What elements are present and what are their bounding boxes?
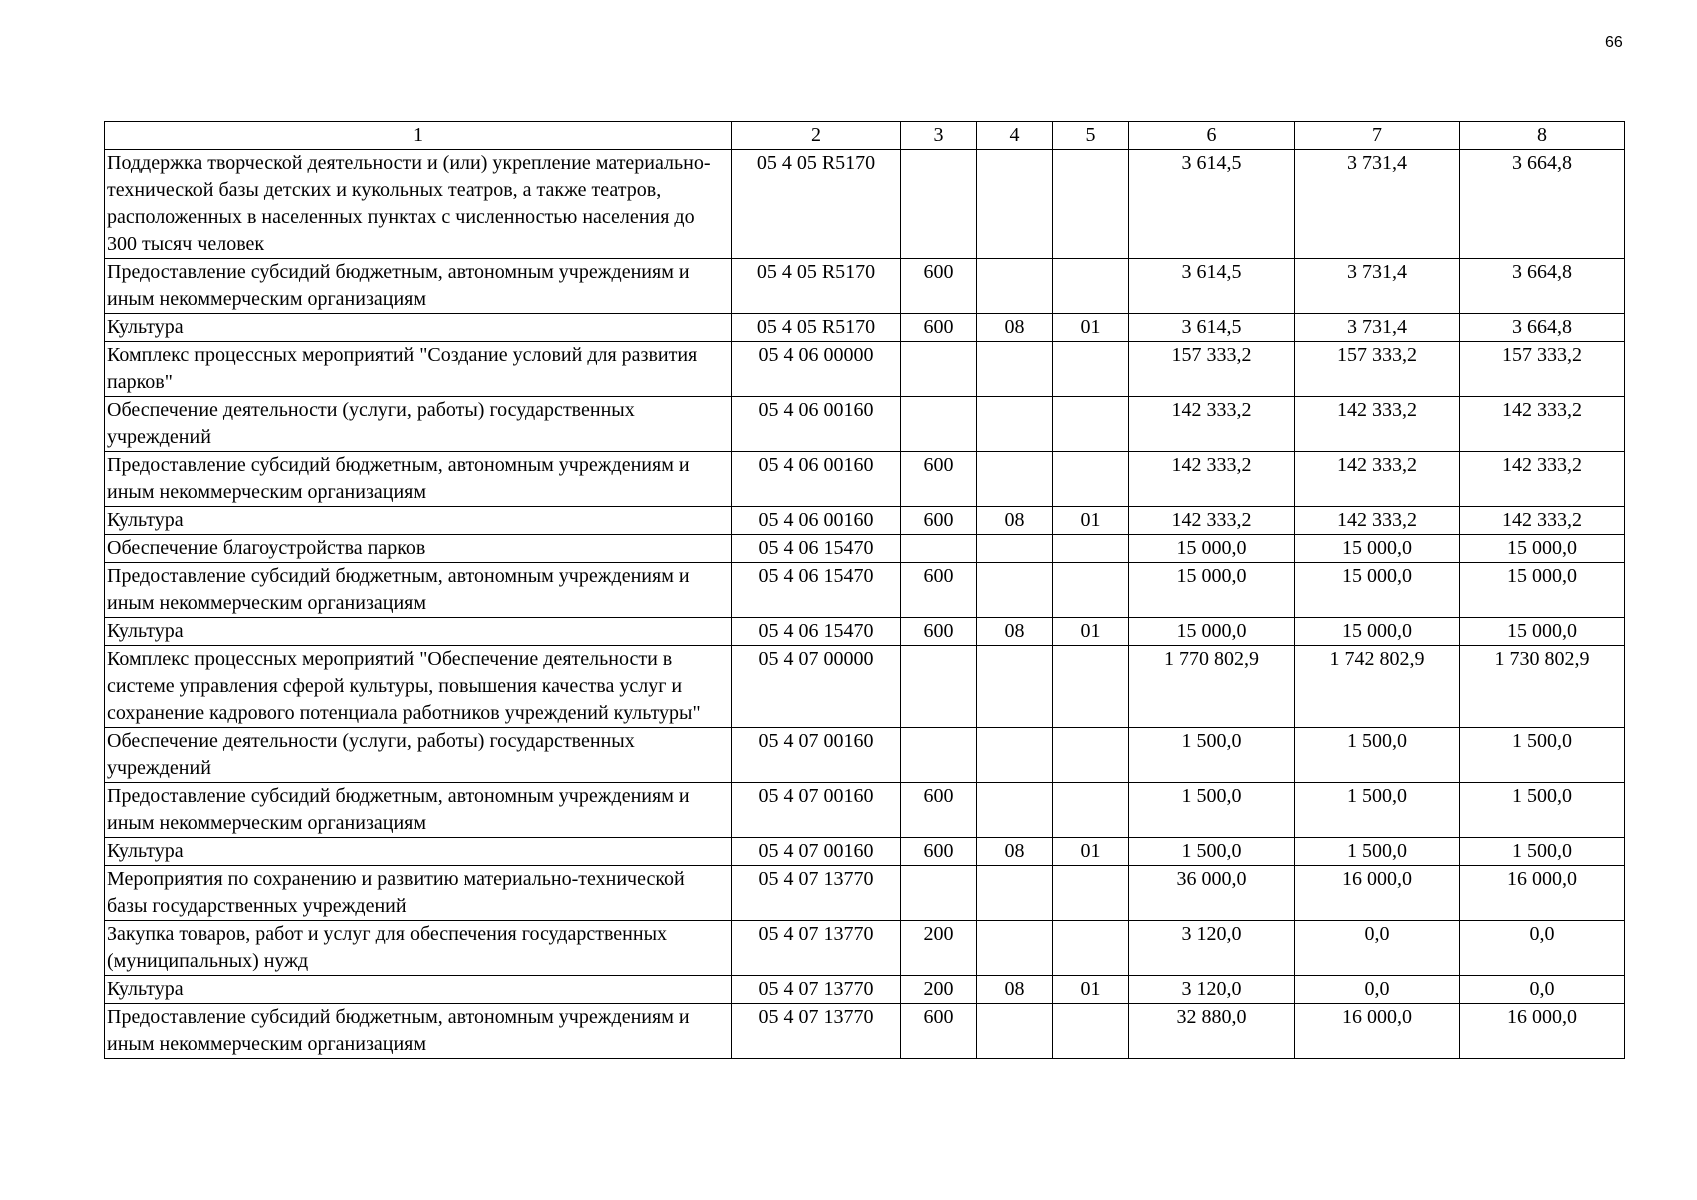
- expense-type-code: 600: [901, 314, 977, 342]
- table-row: [105, 342, 1625, 397]
- target-article-code: 05 4 07 13770: [732, 921, 901, 976]
- row-description: Комплекс процессных мероприятий "Обеспечение деятельности в системе управления сферой культуры, повышения качества услуг и сохранение кадрового потенциала работников учреждений культуры": [105, 646, 732, 728]
- subsection-code: [1053, 563, 1129, 618]
- amount-col-6: 142 333,2: [1129, 507, 1295, 535]
- header-col-4: 4: [977, 122, 1053, 150]
- section-code: [977, 646, 1053, 728]
- section-code: [977, 259, 1053, 314]
- subsection-code: [1053, 783, 1129, 838]
- expense-type-code: 600: [901, 618, 977, 646]
- row-description: Культура: [105, 314, 732, 342]
- subsection-code: [1053, 397, 1129, 452]
- table-row: [105, 976, 1625, 1004]
- subsection-code: 01: [1053, 976, 1129, 1004]
- section-code: [977, 728, 1053, 783]
- table-row: [105, 783, 1625, 838]
- amount-col-8: 0,0: [1460, 921, 1625, 976]
- target-article-code: 05 4 06 15470: [732, 563, 901, 618]
- section-code: [977, 563, 1053, 618]
- section-code: 08: [977, 507, 1053, 535]
- section-code: 08: [977, 838, 1053, 866]
- row-description: Культура: [105, 838, 732, 866]
- amount-col-7: 1 500,0: [1295, 728, 1460, 783]
- table-header: [105, 122, 1625, 150]
- target-article-code: 05 4 07 00160: [732, 838, 901, 866]
- amount-col-6: 142 333,2: [1129, 397, 1295, 452]
- expense-type-code: [901, 866, 977, 921]
- amount-col-8: 3 664,8: [1460, 150, 1625, 259]
- amount-col-6: 3 614,5: [1129, 259, 1295, 314]
- section-code: [977, 452, 1053, 507]
- section-code: [977, 783, 1053, 838]
- amount-col-7: 0,0: [1295, 976, 1460, 1004]
- row-description: Предоставление субсидий бюджетным, автономным учреждениям и иным некоммерческим организациям: [105, 452, 732, 507]
- row-description: Культура: [105, 507, 732, 535]
- amount-col-7: 15 000,0: [1295, 563, 1460, 618]
- section-code: [977, 150, 1053, 259]
- amount-col-6: 142 333,2: [1129, 452, 1295, 507]
- header-row: [105, 122, 1625, 150]
- section-code: [977, 1004, 1053, 1059]
- subsection-code: 01: [1053, 618, 1129, 646]
- expense-type-code: 600: [901, 259, 977, 314]
- amount-col-8: 1 730 802,9: [1460, 646, 1625, 728]
- table-row: [105, 452, 1625, 507]
- amount-col-7: 3 731,4: [1295, 150, 1460, 259]
- table-row: [105, 397, 1625, 452]
- amount-col-8: 142 333,2: [1460, 452, 1625, 507]
- amount-col-8: 142 333,2: [1460, 507, 1625, 535]
- table-row: [105, 838, 1625, 866]
- subsection-code: [1053, 866, 1129, 921]
- amount-col-6: 1 500,0: [1129, 838, 1295, 866]
- amount-col-7: 157 333,2: [1295, 342, 1460, 397]
- header-col-7: 7: [1295, 122, 1460, 150]
- table-row: [105, 618, 1625, 646]
- amount-col-7: 1 500,0: [1295, 783, 1460, 838]
- subsection-code: [1053, 259, 1129, 314]
- header-col-5: 5: [1053, 122, 1129, 150]
- table-row: [105, 150, 1625, 259]
- expense-type-code: [901, 646, 977, 728]
- section-code: [977, 342, 1053, 397]
- row-description: Культура: [105, 618, 732, 646]
- header-col-2: 2: [732, 122, 901, 150]
- subsection-code: [1053, 646, 1129, 728]
- expense-type-code: 600: [901, 452, 977, 507]
- expense-type-code: [901, 535, 977, 563]
- amount-col-8: 15 000,0: [1460, 618, 1625, 646]
- section-code: 08: [977, 314, 1053, 342]
- amount-col-6: 15 000,0: [1129, 563, 1295, 618]
- subsection-code: [1053, 1004, 1129, 1059]
- amount-col-7: 0,0: [1295, 921, 1460, 976]
- table-row: [105, 507, 1625, 535]
- expense-type-code: 600: [901, 563, 977, 618]
- header-col-6: 6: [1129, 122, 1295, 150]
- header-col-8: 8: [1460, 122, 1625, 150]
- row-description: Обеспечение благоустройства парков: [105, 535, 732, 563]
- amount-col-6: 1 500,0: [1129, 783, 1295, 838]
- subsection-code: [1053, 535, 1129, 563]
- target-article-code: 05 4 06 15470: [732, 535, 901, 563]
- amount-col-8: 1 500,0: [1460, 728, 1625, 783]
- section-code: [977, 535, 1053, 563]
- table-row: [105, 314, 1625, 342]
- table-row: [105, 259, 1625, 314]
- target-article-code: 05 4 07 13770: [732, 1004, 901, 1059]
- table-row: [105, 646, 1625, 728]
- amount-col-8: 142 333,2: [1460, 397, 1625, 452]
- amount-col-6: 36 000,0: [1129, 866, 1295, 921]
- subsection-code: 01: [1053, 314, 1129, 342]
- table-row: [105, 535, 1625, 563]
- amount-col-7: 142 333,2: [1295, 507, 1460, 535]
- row-description: Предоставление субсидий бюджетным, автономным учреждениям и иным некоммерческим организациям: [105, 259, 732, 314]
- target-article-code: 05 4 06 00000: [732, 342, 901, 397]
- amount-col-7: 1 500,0: [1295, 838, 1460, 866]
- target-article-code: 05 4 07 13770: [732, 976, 901, 1004]
- amount-col-7: 3 731,4: [1295, 259, 1460, 314]
- subsection-code: [1053, 342, 1129, 397]
- amount-col-6: 3 614,5: [1129, 314, 1295, 342]
- amount-col-6: 157 333,2: [1129, 342, 1295, 397]
- amount-col-6: 3 120,0: [1129, 921, 1295, 976]
- amount-col-8: 16 000,0: [1460, 1004, 1625, 1059]
- subsection-code: [1053, 452, 1129, 507]
- target-article-code: 05 4 05 R5170: [732, 314, 901, 342]
- amount-col-6: 15 000,0: [1129, 618, 1295, 646]
- target-article-code: 05 4 05 R5170: [732, 150, 901, 259]
- amount-col-6: 3 614,5: [1129, 150, 1295, 259]
- row-description: Предоставление субсидий бюджетным, автономным учреждениям и иным некоммерческим организациям: [105, 783, 732, 838]
- row-description: Предоставление субсидий бюджетным, автономным учреждениям и иным некоммерческим организациям: [105, 1004, 732, 1059]
- target-article-code: 05 4 07 00160: [732, 728, 901, 783]
- target-article-code: 05 4 06 00160: [732, 452, 901, 507]
- row-description: Культура: [105, 976, 732, 1004]
- section-code: 08: [977, 976, 1053, 1004]
- expense-type-code: 600: [901, 838, 977, 866]
- subsection-code: [1053, 921, 1129, 976]
- table-row: [105, 866, 1625, 921]
- section-code: 08: [977, 618, 1053, 646]
- target-article-code: 05 4 06 00160: [732, 397, 901, 452]
- table-row: [105, 921, 1625, 976]
- header-col-1: 1: [105, 122, 732, 150]
- amount-col-7: 142 333,2: [1295, 397, 1460, 452]
- expense-type-code: [901, 728, 977, 783]
- row-description: Предоставление субсидий бюджетным, автономным учреждениям и иным некоммерческим организациям: [105, 563, 732, 618]
- expense-type-code: 600: [901, 1004, 977, 1059]
- amount-col-6: 32 880,0: [1129, 1004, 1295, 1059]
- amount-col-6: 3 120,0: [1129, 976, 1295, 1004]
- amount-col-8: 1 500,0: [1460, 783, 1625, 838]
- row-description: Поддержка творческой деятельности и (или) укрепление материально-технической базы детских и кукольных театров, а также театров, расположенных в населенных пунктах с численностью населения до 300 тысяч человек: [105, 150, 732, 259]
- target-article-code: 05 4 07 00160: [732, 783, 901, 838]
- section-code: [977, 397, 1053, 452]
- section-code: [977, 921, 1053, 976]
- row-description: Мероприятия по сохранению и развитию материально-технической базы государственных учреждений: [105, 866, 732, 921]
- expense-type-code: 600: [901, 507, 977, 535]
- target-article-code: 05 4 06 00160: [732, 507, 901, 535]
- subsection-code: [1053, 728, 1129, 783]
- target-article-code: 05 4 06 15470: [732, 618, 901, 646]
- amount-col-7: 16 000,0: [1295, 866, 1460, 921]
- amount-col-7: 1 742 802,9: [1295, 646, 1460, 728]
- amount-col-7: 16 000,0: [1295, 1004, 1460, 1059]
- section-code: [977, 866, 1053, 921]
- amount-col-7: 3 731,4: [1295, 314, 1460, 342]
- table-row: [105, 1004, 1625, 1059]
- target-article-code: 05 4 07 13770: [732, 866, 901, 921]
- amount-col-8: 15 000,0: [1460, 563, 1625, 618]
- table-row: [105, 728, 1625, 783]
- row-description: Обеспечение деятельности (услуги, работы) государственных учреждений: [105, 728, 732, 783]
- expense-type-code: 200: [901, 976, 977, 1004]
- target-article-code: 05 4 07 00000: [732, 646, 901, 728]
- amount-col-6: 15 000,0: [1129, 535, 1295, 563]
- subsection-code: 01: [1053, 838, 1129, 866]
- header-col-3: 3: [901, 122, 977, 150]
- subsection-code: [1053, 150, 1129, 259]
- amount-col-8: 15 000,0: [1460, 535, 1625, 563]
- expense-type-code: [901, 397, 977, 452]
- row-description: Обеспечение деятельности (услуги, работы) государственных учреждений: [105, 397, 732, 452]
- amount-col-8: 3 664,8: [1460, 314, 1625, 342]
- expense-type-code: 600: [901, 783, 977, 838]
- amount-col-7: 142 333,2: [1295, 452, 1460, 507]
- amount-col-6: 1 500,0: [1129, 728, 1295, 783]
- expense-type-code: [901, 150, 977, 259]
- amount-col-8: 0,0: [1460, 976, 1625, 1004]
- amount-col-8: 1 500,0: [1460, 838, 1625, 866]
- amount-col-8: 157 333,2: [1460, 342, 1625, 397]
- row-description: Закупка товаров, работ и услуг для обеспечения государственных (муниципальных) нужд: [105, 921, 732, 976]
- budget-table: [104, 121, 1625, 1059]
- page-number: 66: [1605, 34, 1623, 51]
- target-article-code: 05 4 05 R5170: [732, 259, 901, 314]
- expense-type-code: [901, 342, 977, 397]
- subsection-code: 01: [1053, 507, 1129, 535]
- row-description: Комплекс процессных мероприятий "Создание условий для развития парков": [105, 342, 732, 397]
- amount-col-7: 15 000,0: [1295, 535, 1460, 563]
- amount-col-8: 16 000,0: [1460, 866, 1625, 921]
- expense-type-code: 200: [901, 921, 977, 976]
- amount-col-8: 3 664,8: [1460, 259, 1625, 314]
- amount-col-7: 15 000,0: [1295, 618, 1460, 646]
- table-row: [105, 563, 1625, 618]
- table-body: [105, 150, 1625, 1059]
- amount-col-6: 1 770 802,9: [1129, 646, 1295, 728]
